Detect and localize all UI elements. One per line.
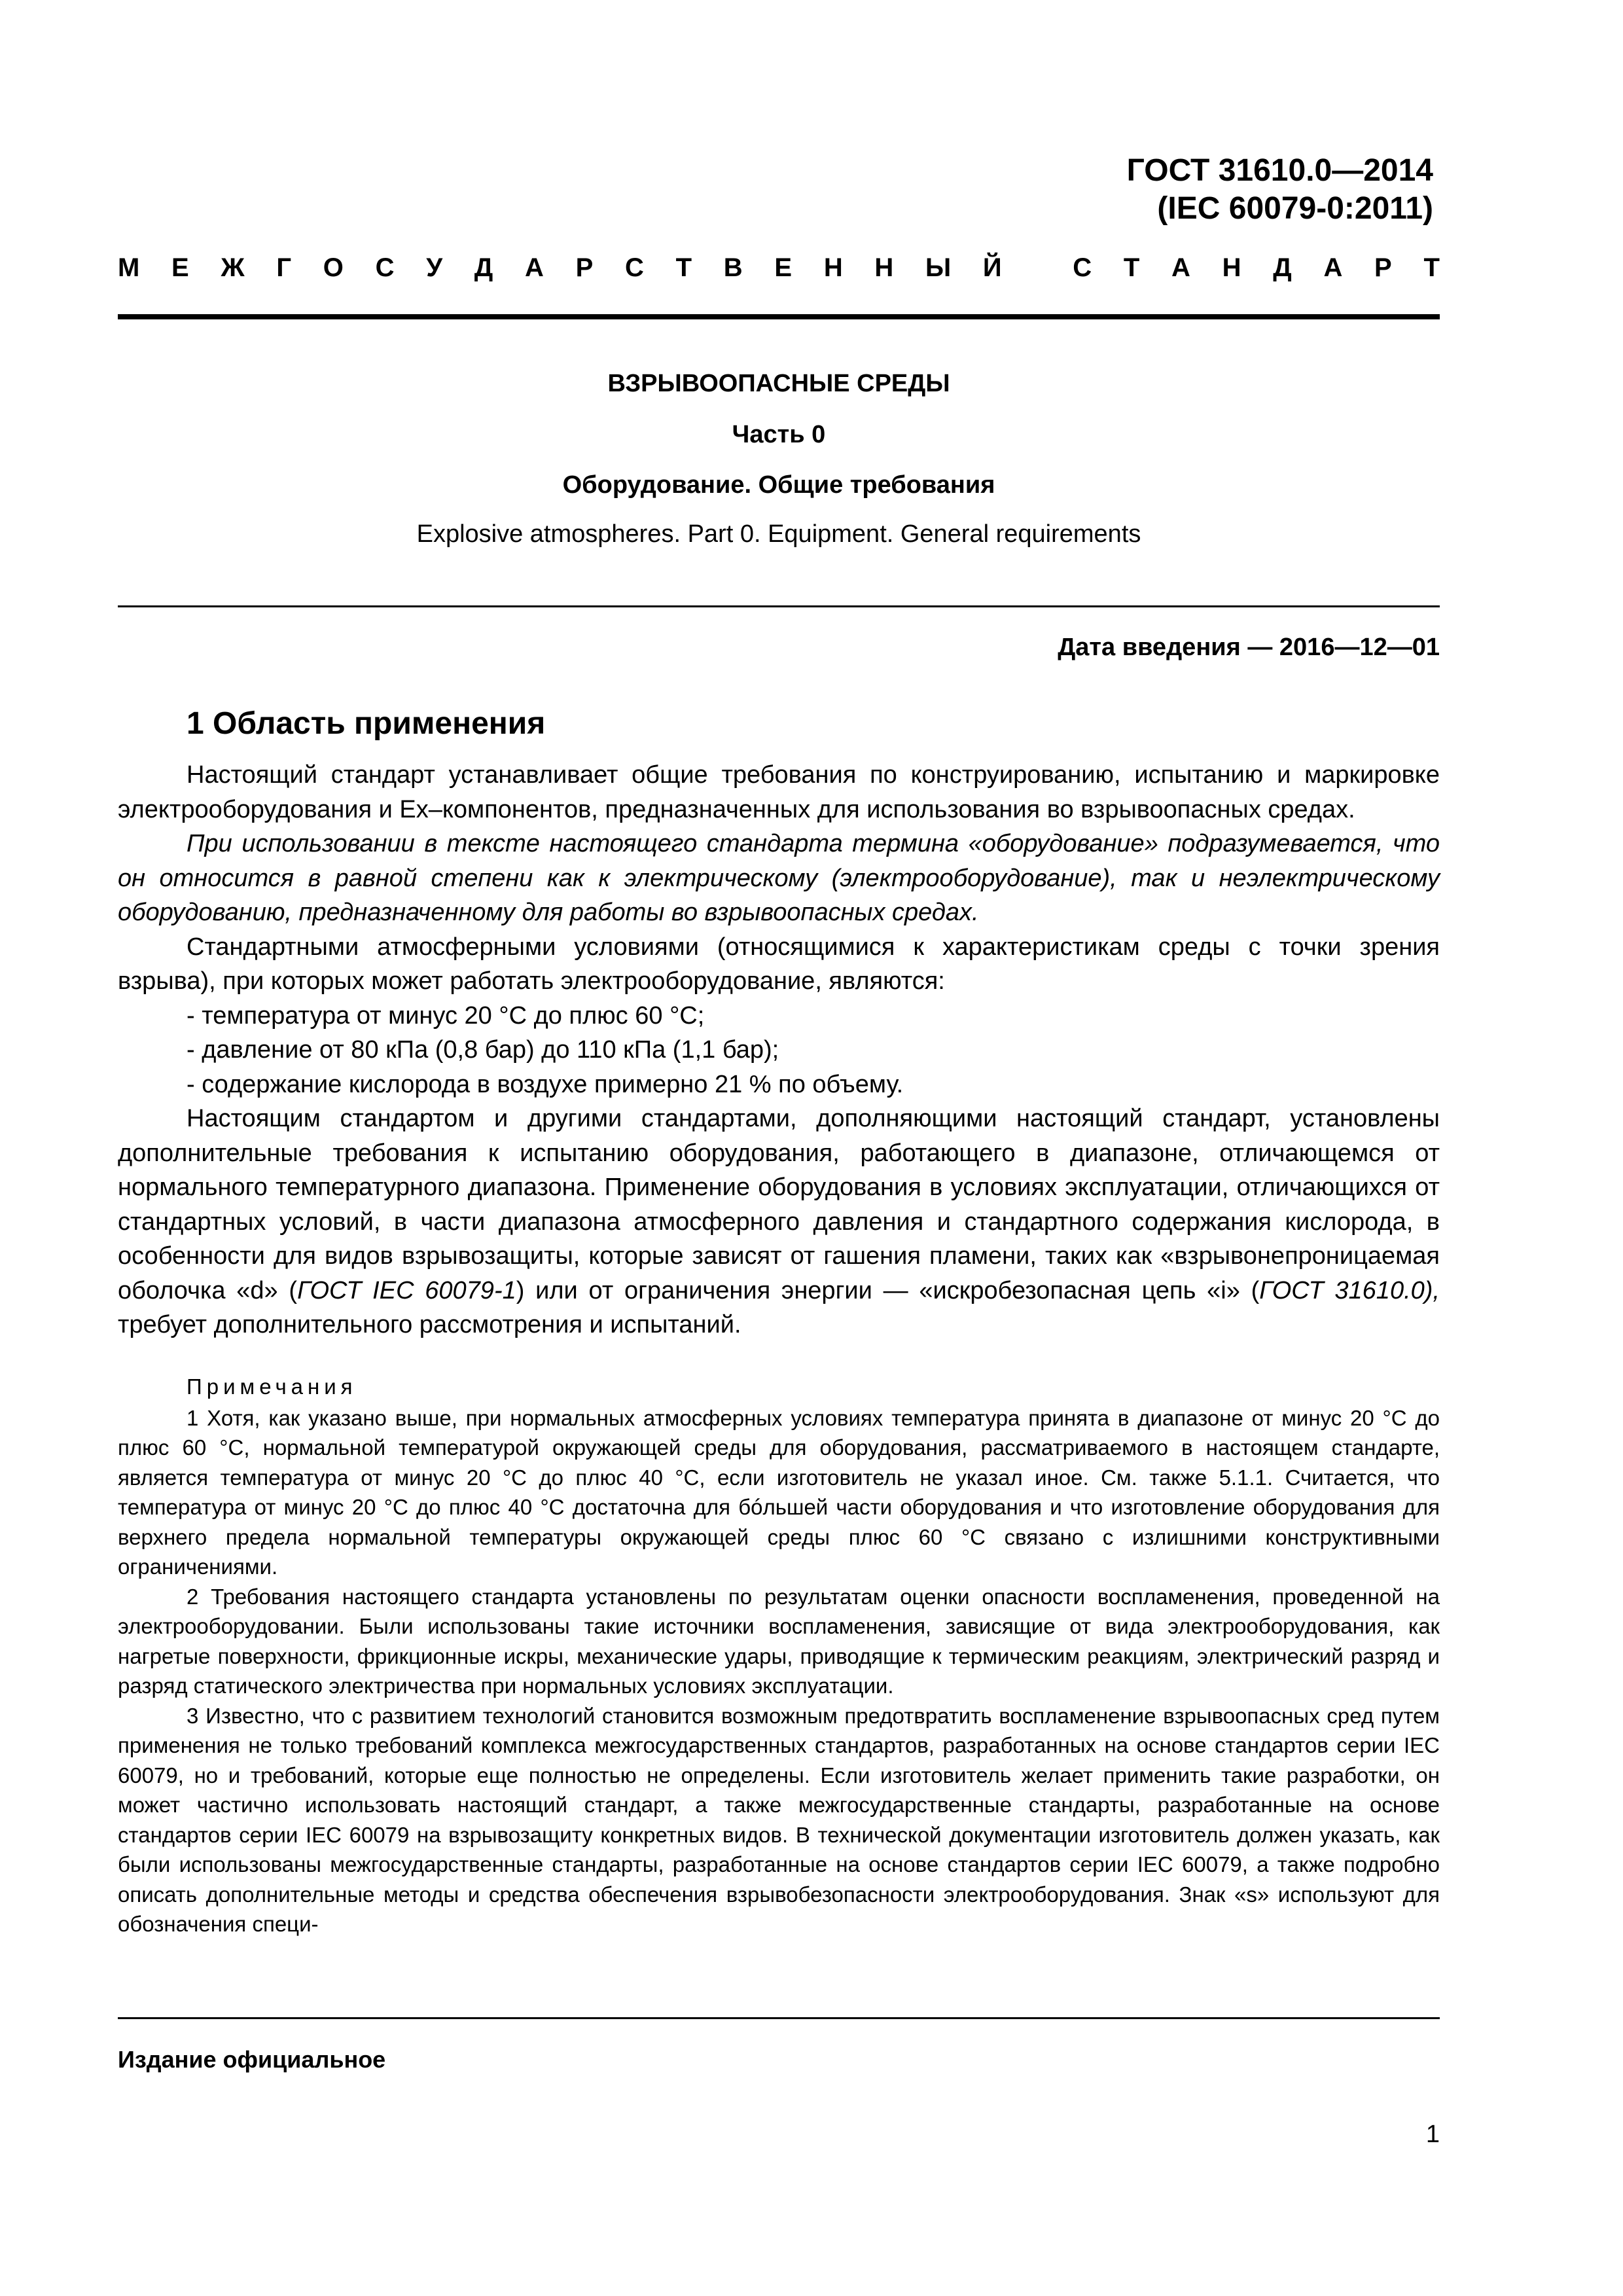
section-heading: 1 Область применения [187,706,546,741]
standard-type-banner [118,252,1440,283]
banner-letter: Е [171,253,189,282]
document-number-block [975,152,1433,228]
gost-number: ГОСТ 31610.0—2014 [1126,153,1433,188]
banner-letter: Е [774,253,793,282]
banner-letter: Р [1374,253,1392,282]
standard-reference: ГОСТ 31610.0), [1259,1276,1440,1304]
banner-letter: А [1323,253,1343,282]
title-subtitle: Оборудование. Общие требования [562,471,995,499]
paragraph-text: требует дополнительного рассмотрения и испытаний. [118,1311,741,1338]
note-item: 3 Известно, что с развитием технологий становится возможным предотвратить воспламенение взрывоопасных сред путем применения не только требований комплекса межгосударственных стандартов, разработанных на основе стандартов серии IEC 60079, но и требований, которые еще полностью не определены. Если изготовитель желает применить такие разработки, он может частично использовать настоящий стандарт, а также межгосударственные стандарты, разработанные на основе стандартов серии IEC 60079 на взрывозащиту конкретных видов. В технической документации изготовитель должен указать, как были использованы межгосударственные стандарты, разработанные на основе стандартов серии IEC 60079, а также подробно описать дополнительные методы и средства обеспечения взрывобезопасности электрооборудования. Знак «s» используют для обозначения специ- [118,1703,1440,1936]
section-body [118,758,1440,1342]
introduction-date: Дата введения — 2016—12—01 [1058,634,1440,661]
paragraph-equipment-term: При использовании в тексте настоящего стандарта термина «оборудование» подразумевается, что он относится в равной степени как к электрическому (электрооборудование), так и неэлектрическому оборудованию, предназначенному для работы во взрывоопасных средах. [118,830,1440,926]
banner-letter: С [625,253,644,282]
banner-letter: Д [1273,253,1292,282]
title-part: Часть 0 [732,421,826,448]
banner-letter: Н [1222,253,1241,282]
notes-block [118,1372,1440,1939]
page-number: 1 [1425,2121,1440,2148]
banner-letter: В [723,253,743,282]
title-english: Explosive atmospheres. Part 0. Equipment. General requirements [416,520,1141,548]
banner-letter: Ж [221,253,245,282]
list-item-temperature: - температура от минус 20 °С до плюс 60 °С; [187,1001,705,1030]
paragraph-additional-requirements [118,1102,1440,1342]
paragraph-text: Настоящим стандартом и другими стандартами, дополняющими настоящий стандарт, установлены дополнительные требования к испытанию оборудования, работающего в диапазоне, отличающемся от нормального температурного диапазона. Применение оборудования в условиях эксплуатации, отличающихся от стандартных условий, в части диапазона атмосферного давления и стандартного содержания кислорода, в особенности для видов взрывозащиты, которые зависят от гашения пламени, таких как «взрывонепроницаемая оболочка «d» ( [118,1105,1440,1304]
banner-letter [1033,252,1041,283]
banner-letter: Й [982,253,1002,282]
title-divider [118,605,1440,607]
edition-label: Издание официальное [118,2046,386,2073]
paragraph-atmospheric-conditions: Стандартными атмосферными условиями (относящимися к характеристикам среды с точки зрения взрыва), при которых может работать электрооборудование, являются: [118,933,1440,995]
banner-letter: М [118,253,140,282]
note-item: 2 Требования настоящего стандарта установлены по результатам оценки опасности воспламенения, проведенной на электрооборудовании. Были использованы такие источники воспламенения, зависящие от вида электрооборудования, как нагретые поверхности, фрикционные искры, механические удары, приводящие к термическим реакциям, электрический разряд и разряд статического электричества при нормальных условиях эксплуатации. [118,1584,1440,1698]
title-main: ВЗРЫВООПАСНЫЕ СРЕДЫ [607,370,950,397]
notes-heading: Примечания [187,1374,357,1399]
banner-letter: Н [874,253,894,282]
banner-letter: Д [474,253,493,282]
standard-reference: ГОСТ IEC 60079-1 [297,1276,516,1304]
banner-letter: Г [276,253,292,282]
banner-letter: Р [575,253,594,282]
header-divider [118,314,1440,319]
banner-letter: С [1073,253,1092,282]
banner-letter: О [323,253,344,282]
banner-letter: Т [1123,253,1140,282]
list-item-oxygen: - содержание кислорода в воздухе примерно 21 % по объему. [187,1070,904,1098]
banner-letter: А [1171,253,1190,282]
banner-letter: У [426,253,443,282]
banner-letter: Ы [925,253,952,282]
list-item-pressure: - давление от 80 кПа (0,8 бар) до 110 кПа (1,1 бар); [187,1036,779,1064]
banner-letter: Н [823,253,843,282]
paragraph-text: ) или от ограничения энергии — «искробезопасная цепь «i» ( [516,1276,1260,1304]
banner-letter: С [375,253,395,282]
note-item: 1 Хотя, как указано выше, при нормальных атмосферных условиях температура принята в диапазоне от минус 20 °С до плюс 60 °С, нормальной температурой окружающей среды для оборудования, рассматриваемого в настоящем стандарте, является температура от минус 20 °С до плюс 40 °С, если изготовитель не указал иное. См. также 5.1.1. Считается, что температура от минус 20 °С до плюс 40 °С достаточна для бóльшей части оборудования и что изготовление оборудования для верхнего предела нормальной температуры окружающей среды плюс 60 °С связано с излишними конструктивными ограничениями. [118,1405,1440,1579]
banner-letter: А [525,253,544,282]
banner-letter: Т [675,253,692,282]
banner-letter: Т [1423,253,1440,282]
footer-divider [118,2017,1440,2019]
paragraph-scope: Настоящий стандарт устанавливает общие требования по конструированию, испытанию и маркировке электрооборудования и Ex–компонентов, предназначенных для использования во взрывоопасных средах. [118,761,1440,823]
iec-number: (IEC 60079-0:2011) [1157,191,1433,226]
